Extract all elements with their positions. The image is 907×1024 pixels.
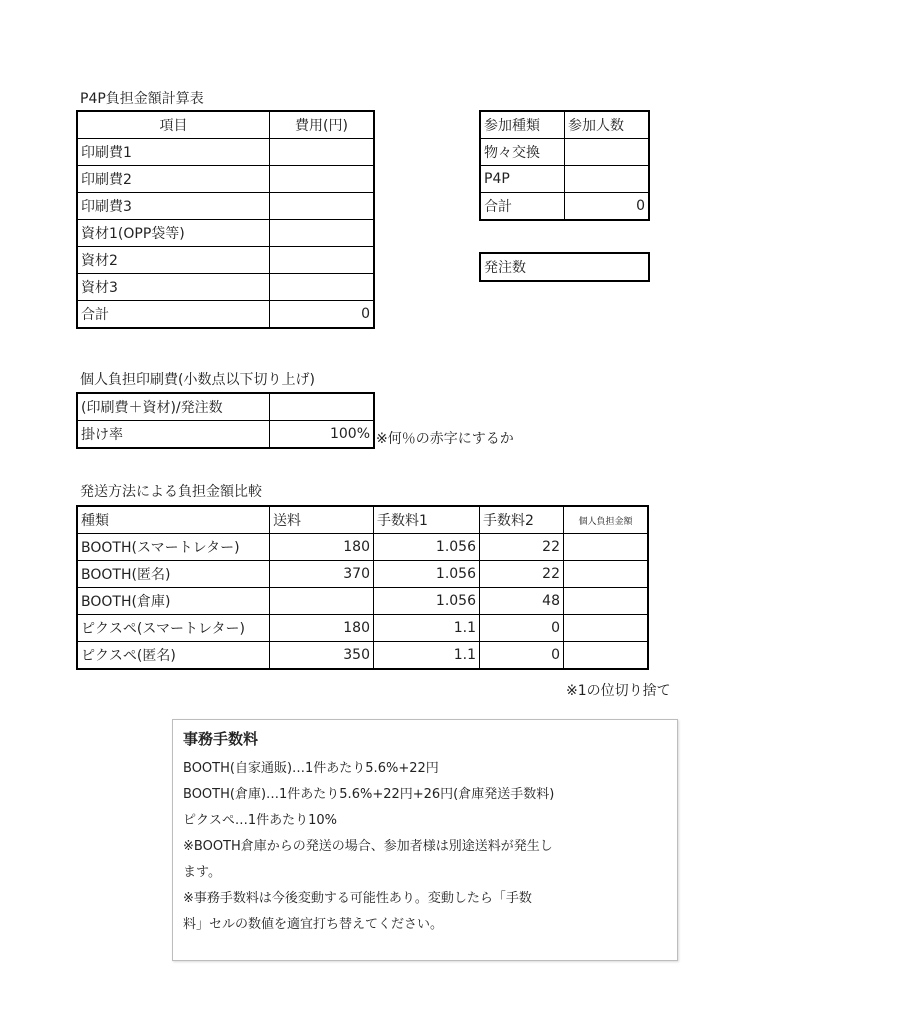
postage-cell[interactable] [270, 588, 374, 615]
type-cell[interactable]: 合計 [481, 193, 565, 220]
order-count-cell[interactable] [481, 254, 649, 281]
order-count-label: 発注数 [484, 260, 526, 276]
personal-cost-cell[interactable] [564, 615, 648, 642]
postage-cell[interactable]: 180 [270, 615, 374, 642]
header-cell[interactable]: 費用(円) [270, 112, 374, 139]
header-cell[interactable]: 参加種類 [481, 112, 565, 139]
cost-cell[interactable]: 0 [270, 301, 374, 328]
fee1-cell[interactable]: 1.056 [374, 534, 480, 561]
table-row [78, 588, 648, 615]
table-row [78, 642, 648, 669]
personal-cost-cell[interactable] [564, 561, 648, 588]
item-cell[interactable]: 印刷費1 [78, 139, 270, 166]
formula-cell[interactable]: (印刷費＋資材)/発注数 [78, 394, 270, 421]
cost-cell[interactable] [270, 139, 374, 166]
personal-cost-cell[interactable] [564, 642, 648, 669]
method-cell[interactable]: BOOTH(倉庫) [78, 588, 270, 615]
type-cell[interactable]: P4P [481, 166, 565, 193]
postage-cell[interactable]: 180 [270, 534, 374, 561]
fee-note-line: ※BOOTH倉庫からの発送の場合、参加者様は別途送料が発生し [183, 839, 553, 854]
fee-note-line: BOOTH(自家通販)…1件あたり5.6%+22円 [183, 761, 439, 776]
method-cell[interactable]: ピクスペ(匿名) [78, 642, 270, 669]
header-cell[interactable]: 手数料2 [480, 507, 564, 534]
table-row [78, 139, 374, 166]
order-count-table [480, 253, 649, 281]
fee-note-box[interactable] [172, 719, 678, 961]
item-cell[interactable]: 合計 [78, 301, 270, 328]
cost-cell[interactable] [270, 247, 374, 274]
method-cell[interactable]: BOOTH(スマートレター) [78, 534, 270, 561]
fee-note-title: 事務手数料 [183, 730, 259, 748]
fee2-cell[interactable]: 0 [480, 615, 564, 642]
table-row [78, 220, 374, 247]
fee2-cell[interactable]: 48 [480, 588, 564, 615]
rate-value-cell[interactable]: 100% [270, 421, 374, 448]
method-cell[interactable]: ピクスペ(スマートレター) [78, 615, 270, 642]
item-cell[interactable]: 資材1(OPP袋等) [78, 220, 270, 247]
table-row [78, 274, 374, 301]
rounding-note: ※1の位切り捨て [566, 683, 671, 699]
fee2-cell[interactable]: 22 [480, 561, 564, 588]
count-cell[interactable] [565, 166, 649, 193]
table-row [481, 193, 649, 220]
table-row [78, 301, 374, 328]
table-row [481, 254, 649, 281]
cost-cell[interactable] [270, 220, 374, 247]
shipping-table-title: 発送方法による負担金額比較 [80, 484, 262, 500]
table-row [481, 139, 649, 166]
fee-note-line: ピクスペ…1件あたり10% [183, 813, 338, 828]
header-cell[interactable]: 参加人数 [565, 112, 649, 139]
fee-note-line: 料」セルの数値を適宜打ち替えてください。 [183, 917, 444, 932]
table-header-row [481, 112, 649, 139]
fee-note-line: ※事務手数料は今後変動する可能性あり。変動したら「手数 [183, 891, 532, 906]
print-cost-table [77, 393, 374, 448]
fee-note-line: BOOTH(倉庫)…1件あたり5.6%+22円+26円(倉庫発送手数料) [183, 787, 555, 802]
table-row [78, 534, 648, 561]
header-cell[interactable]: 個人負担金額 [564, 507, 648, 534]
table-row [78, 394, 374, 421]
cost-cell[interactable] [270, 193, 374, 220]
count-cell[interactable] [565, 139, 649, 166]
table-row [78, 247, 374, 274]
item-cell[interactable]: 印刷費3 [78, 193, 270, 220]
fee1-cell[interactable]: 1.056 [374, 588, 480, 615]
header-cell[interactable]: 手数料1 [374, 507, 480, 534]
item-cell[interactable]: 印刷費2 [78, 166, 270, 193]
header-cell[interactable]: 項目 [78, 112, 270, 139]
table-header-row [78, 112, 374, 139]
fee1-cell[interactable]: 1.056 [374, 561, 480, 588]
participants-table [480, 111, 649, 220]
table-row [78, 193, 374, 220]
table-header-row [78, 507, 648, 534]
personal-cost-cell[interactable] [564, 534, 648, 561]
fee-note-line: ます。 [183, 865, 221, 880]
value-cell[interactable] [270, 394, 374, 421]
header-cell[interactable]: 送料 [270, 507, 374, 534]
shipping-table [77, 506, 648, 669]
item-cell[interactable]: 資材3 [78, 274, 270, 301]
method-cell[interactable]: BOOTH(匿名) [78, 561, 270, 588]
table-row [78, 166, 374, 193]
table-row [481, 166, 649, 193]
count-cell[interactable]: 0 [565, 193, 649, 220]
fee2-cell[interactable]: 22 [480, 534, 564, 561]
fee1-cell[interactable]: 1.1 [374, 642, 480, 669]
fee1-cell[interactable]: 1.1 [374, 615, 480, 642]
table-row [78, 615, 648, 642]
calc-table [77, 111, 374, 328]
personal-cost-cell[interactable] [564, 588, 648, 615]
fee2-cell[interactable]: 0 [480, 642, 564, 669]
rate-note: ※何％の赤字にするか [376, 431, 514, 447]
item-cell[interactable]: 資材2 [78, 247, 270, 274]
calc-table-title: P4P負担金額計算表 [80, 91, 204, 107]
cost-cell[interactable] [270, 274, 374, 301]
table-row [78, 421, 374, 448]
table-row [78, 561, 648, 588]
rate-label-cell[interactable]: 掛け率 [78, 421, 270, 448]
header-cell[interactable]: 種類 [78, 507, 270, 534]
postage-cell[interactable]: 350 [270, 642, 374, 669]
cost-cell[interactable] [270, 166, 374, 193]
print-cost-title: 個人負担印刷費(小数点以下切り上げ) [80, 372, 315, 388]
postage-cell[interactable]: 370 [270, 561, 374, 588]
type-cell[interactable]: 物々交換 [481, 139, 565, 166]
